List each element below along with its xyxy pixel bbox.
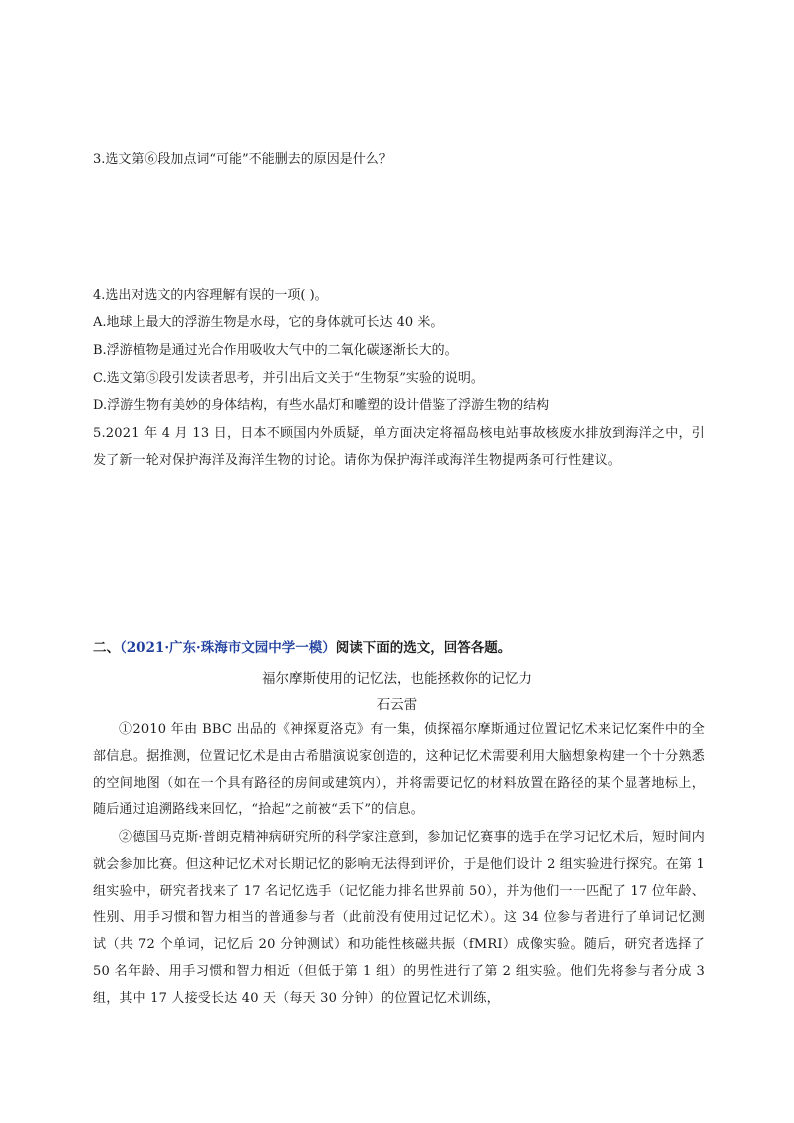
article-title: 福尔摩斯使用的记忆法，也能拯救你的记忆力	[262, 671, 532, 687]
question-3: 3.选文第⑥段加点词“可能”不能删去的原因是什么？	[93, 152, 392, 167]
question-5: 5.2021 年 4 月 13 日，日本不顾国内外质疑，单方面决定将福岛核电站事故核废水排放到海洋之中，引发了新一轮对保护海洋及海洋生物的讨论。请你为保护海洋或海洋生物提两条可行性建议。	[93, 426, 705, 468]
section-2-source: （2021·广东·珠海市文园中学一模）	[120, 640, 336, 656]
question-4-option-b: B.浮游植物是通过光合作用吸收大气中的二氧化碳逐渐长大的。	[93, 343, 458, 358]
section-2-heading	[93, 638, 511, 658]
question-4-option-d: D.浮游生物有美妙的身体结构，有些水晶灯和雕塑的设计借鉴了浮游生物的结构	[93, 398, 550, 413]
article-author: 石云雷	[376, 697, 418, 713]
question-4-stem: 4.选出对选文的内容理解有误的一项( )。	[93, 288, 328, 303]
article-paragraph-2: ②德国马克斯·普朗克精神病研究所的科学家注意到，参加记忆赛事的选手在学习记忆术后，短时间内就会参加比赛。但这种记忆术对长期记忆的影响无法得到评价，于是他们设计 2 组实验进行探究。在第 1 组实验中，研究者找来了 17 名记忆选手（记忆能力排名世界前 50），并为他们一一匹配了 17 位年龄、性别、用手习惯和智力相当的普通参与者（此前没有使用过记忆术）。这 34 位参与者进行了单词记忆测试（共 72 个单词，记忆后 20 分钟测试）和功能性核磁共振（fMRI）成像实验。随后，研究者选择了 50 名年龄、用手习惯和智力相近（但低于第 1 组）的男性进行了第 2 组实验。他们先将参与者分成 3 组，其中 17 人接受长达 40 天（每天 30 分钟）的位置记忆术训练，	[93, 830, 705, 1006]
question-4-option-c: C.选文第⑤段引发读者思考，并引出后文关于“生物泵”实验的说明。	[93, 371, 484, 386]
section-2-prefix: 二、	[93, 640, 120, 656]
article-paragraph-1: ①2010 年由 BBC 出品的《神探夏洛克》有一集，侦探福尔摩斯通过位置记忆术来记忆案件中的全部信息。据推测，位置记忆术是由古希腊演说家创造的，这种记忆术需要利用大脑想象构建一个十分熟悉的空间地图（如在一个具有路径的房间或建筑内），并将需要记忆的材料放置在路径的某个显著地标上，随后通过追溯路线来回忆，“拾起”之前被“丢下”的信息。	[93, 722, 705, 818]
section-2-instruction: 阅读下面的选文，回答各题。	[335, 640, 512, 656]
question-4-option-a: A.地球上最大的浮游生物是水母，它的身体就可长达 40 米。	[93, 315, 444, 330]
